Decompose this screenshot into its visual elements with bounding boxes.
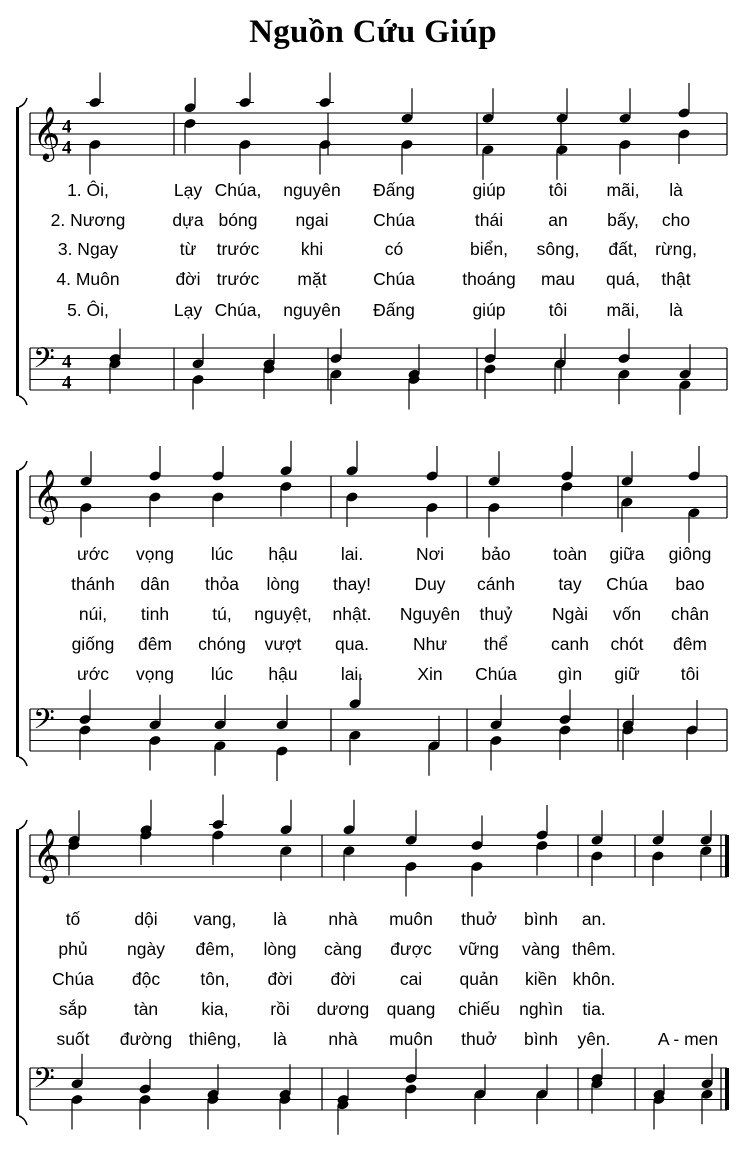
bass-clef: 𝄢 bbox=[33, 703, 55, 744]
lyric-syllable: đêm bbox=[672, 634, 708, 654]
lyric-syllable: khôn. bbox=[572, 969, 616, 989]
lyric-syllable: giữa bbox=[609, 544, 645, 564]
lyric-syllable: sắp bbox=[58, 999, 88, 1019]
system-bracket bbox=[16, 107, 19, 396]
treble-clef: 𝄞 bbox=[33, 105, 61, 160]
lyric-syllable: dội bbox=[134, 909, 158, 929]
lyric-syllable: vượt bbox=[264, 634, 302, 654]
lyric-syllable: canh bbox=[551, 634, 589, 654]
lyric-syllable: quang bbox=[386, 999, 436, 1019]
lyric-syllable: mau bbox=[540, 269, 576, 289]
lyric-syllable: dương bbox=[316, 999, 370, 1019]
lyric-syllable: tay bbox=[558, 574, 582, 594]
lyric-syllable: càng bbox=[324, 939, 362, 959]
lyric-syllable: giúp bbox=[472, 300, 506, 320]
lyric-syllable: dân bbox=[140, 574, 170, 594]
lyric-syllable: kia, bbox=[201, 999, 229, 1019]
lyric-syllable: Nguyên bbox=[399, 604, 461, 624]
lyric-syllable: trước bbox=[216, 269, 260, 289]
lyric-syllable: tôn, bbox=[200, 969, 230, 989]
lyric-syllable: tôi bbox=[548, 300, 568, 320]
lyric-syllable: lúc bbox=[210, 544, 234, 564]
lyric-syllable: tố bbox=[65, 909, 81, 929]
lyric-syllable: bình bbox=[523, 909, 559, 929]
lyric-syllable: lai. bbox=[340, 664, 364, 684]
lyric-syllable: A - men bbox=[657, 1029, 719, 1049]
system-3 bbox=[16, 795, 727, 1135]
bass-time-sig-top: 4 bbox=[62, 351, 72, 373]
lyric-syllable: an. bbox=[581, 909, 607, 929]
lyric-syllable: nguyệt, bbox=[254, 604, 312, 624]
lyric-syllable: phủ bbox=[58, 939, 88, 959]
lyric-syllable: 3. Ngay bbox=[57, 239, 119, 259]
lyric-syllable: 4. Muôn bbox=[56, 269, 120, 289]
lyric-syllable: ngày bbox=[127, 939, 165, 959]
lyric-syllable: vọng bbox=[136, 664, 174, 684]
lyric-syllable: lúc bbox=[210, 664, 234, 684]
song-title: Nguồn Cứu Giúp bbox=[249, 14, 497, 50]
lyric-syllable: muôn bbox=[389, 1029, 433, 1049]
bass-clef: 𝄢 bbox=[33, 342, 55, 383]
lyric-syllable: 1. Ôi, bbox=[67, 180, 109, 200]
bracket-bottom bbox=[19, 757, 27, 766]
lyric-syllable: suốt bbox=[56, 1029, 90, 1049]
lyric-syllable: Ngài bbox=[552, 604, 588, 624]
lyric-syllable: khi bbox=[300, 239, 324, 259]
lyric-syllable: Chúa bbox=[373, 210, 415, 230]
lyric-syllable: dựa bbox=[172, 210, 204, 230]
lyric-syllable: giông bbox=[668, 544, 712, 564]
lyric-syllable: Như bbox=[412, 634, 448, 654]
lyric-syllable: là bbox=[669, 300, 683, 320]
lyric-syllable: vọng bbox=[136, 544, 174, 564]
lyric-syllable: được bbox=[390, 939, 432, 959]
lyric-syllable: tinh bbox=[140, 604, 170, 624]
lyric-syllable: Xin bbox=[417, 664, 443, 684]
lyric-syllable: lòng bbox=[266, 574, 300, 594]
lyric-syllable: Duy bbox=[414, 574, 446, 594]
lyric-syllable: cai bbox=[399, 969, 423, 989]
lyric-syllable: ước bbox=[77, 664, 109, 684]
lyric-syllable: Chúa bbox=[52, 969, 94, 989]
lyric-syllable: đời bbox=[330, 969, 356, 989]
treble-clef: 𝄞 bbox=[33, 468, 61, 523]
treble-clef: 𝄞 bbox=[33, 827, 61, 882]
lyric-syllable: Chúa bbox=[606, 574, 648, 594]
lyric-syllable: an bbox=[548, 210, 568, 230]
lyric-syllable: mãi, bbox=[606, 180, 640, 200]
lyric-syllable: biển, bbox=[470, 239, 508, 259]
lyric-syllable: là bbox=[273, 909, 287, 929]
lyric-syllable: đêm bbox=[137, 634, 173, 654]
lyric-syllable: rồi bbox=[270, 999, 290, 1019]
lyric-syllable: vang, bbox=[193, 909, 237, 929]
bracket-top bbox=[19, 98, 27, 107]
lyric-syllable: ước bbox=[77, 544, 109, 564]
lyric-syllable: thỏa bbox=[204, 574, 240, 594]
bracket-top bbox=[19, 461, 27, 470]
lyric-syllable: là bbox=[669, 180, 683, 200]
lyric-syllable: thật bbox=[661, 269, 691, 289]
lyric-syllable: Nơi bbox=[415, 544, 445, 564]
lyric-syllable: thay! bbox=[333, 574, 371, 594]
lyric-syllable: đất, bbox=[608, 239, 638, 259]
lyric-syllable: thuở bbox=[461, 909, 497, 929]
lyric-syllable: quản bbox=[459, 969, 499, 989]
lyric-syllable: vốn bbox=[612, 604, 642, 624]
lyric-syllable: có bbox=[384, 239, 404, 259]
lyric-syllable: lai. bbox=[340, 544, 364, 564]
system-2 bbox=[16, 441, 727, 781]
treble-time-sig-bottom: 4 bbox=[62, 137, 72, 159]
lyric-syllable: chiếu bbox=[458, 999, 500, 1019]
lyric-syllable: Chúa bbox=[475, 664, 517, 684]
bass-time-sig-bottom: 4 bbox=[62, 372, 72, 394]
lyric-syllable: thiêng, bbox=[188, 1029, 242, 1049]
lyric-syllable: mặt bbox=[297, 269, 327, 289]
lyric-syllable: Lạy bbox=[173, 300, 203, 320]
lyric-syllable: thêm. bbox=[572, 939, 616, 959]
lyric-syllable: cho bbox=[661, 210, 691, 230]
lyric-syllable: Chúa bbox=[373, 269, 415, 289]
lyric-syllable: đêm, bbox=[195, 939, 235, 959]
lyric-syllable: giống bbox=[71, 634, 115, 654]
lyric-syllable: bấy, bbox=[607, 210, 639, 230]
lyric-syllable: toàn bbox=[552, 544, 588, 564]
lyric-syllable: chót bbox=[610, 634, 644, 654]
lyric-syllable: 2. Nương bbox=[50, 210, 126, 230]
lyric-syllable: hậu bbox=[268, 544, 298, 564]
lyric-syllable: giúp bbox=[472, 180, 506, 200]
lyric-syllable: muôn bbox=[389, 909, 433, 929]
system-1 bbox=[16, 73, 727, 415]
lyric-syllable: vàng bbox=[522, 939, 560, 959]
lyric-syllable: 5. Ôi, bbox=[67, 300, 109, 320]
lyric-syllable: nghìn bbox=[519, 999, 563, 1019]
lyric-syllable: gìn bbox=[557, 664, 583, 684]
bracket-bottom bbox=[19, 1116, 27, 1125]
lyric-syllable: tia. bbox=[582, 999, 606, 1019]
lyric-syllable: độc bbox=[131, 969, 161, 989]
lyric-syllable: qua. bbox=[334, 634, 370, 654]
lyric-syllable: bình bbox=[523, 1029, 559, 1049]
lyric-syllable: đời bbox=[175, 269, 201, 289]
lyric-syllable: nhà bbox=[328, 1029, 358, 1049]
lyric-syllable: nguyên bbox=[283, 300, 341, 320]
lyric-syllable: lòng bbox=[263, 939, 297, 959]
lyric-syllable: núi, bbox=[78, 604, 108, 624]
lyric-syllable: Đấng bbox=[373, 300, 415, 320]
lyric-syllable: bóng bbox=[218, 210, 258, 230]
bracket-top bbox=[19, 820, 27, 829]
lyric-syllable: Đấng bbox=[373, 180, 415, 200]
lyric-syllable: giữ bbox=[614, 664, 640, 684]
lyric-syllable: vững bbox=[459, 939, 499, 959]
lyric-syllable: tôi bbox=[548, 180, 568, 200]
lyric-syllable: thể bbox=[483, 634, 509, 654]
lyric-syllable: nguyên bbox=[283, 180, 341, 200]
lyric-syllable: kiền bbox=[524, 969, 558, 989]
lyric-syllable: thuỷ bbox=[479, 604, 513, 624]
lyric-syllable: nhật. bbox=[332, 604, 372, 624]
system-bracket bbox=[16, 470, 19, 757]
lyric-syllable: ngai bbox=[295, 210, 329, 230]
lyric-syllable: đường bbox=[119, 1029, 173, 1049]
lyric-syllable: sông, bbox=[536, 239, 580, 259]
lyric-syllable: tôi bbox=[680, 664, 700, 684]
lyric-syllable: tú, bbox=[212, 604, 232, 624]
lyric-syllable: thoáng bbox=[462, 269, 516, 289]
lyric-syllable: thuở bbox=[461, 1029, 497, 1049]
lyric-syllable: bao bbox=[675, 574, 705, 594]
bracket-bottom bbox=[19, 396, 27, 405]
lyric-syllable: nhà bbox=[328, 909, 358, 929]
lyric-syllable: chân bbox=[671, 604, 709, 624]
lyric-syllable: yên. bbox=[577, 1029, 611, 1049]
lyric-syllable: Chúa, bbox=[214, 180, 262, 200]
lyric-syllable: là bbox=[273, 1029, 287, 1049]
lyric-syllable: bảo bbox=[481, 544, 511, 564]
lyric-syllable: rừng, bbox=[655, 239, 697, 259]
lyric-syllable: Lạy bbox=[173, 180, 203, 200]
lyric-syllable: thánh bbox=[71, 574, 115, 594]
bass-clef: 𝄢 bbox=[33, 1062, 55, 1103]
lyric-syllable: thái bbox=[474, 210, 504, 230]
lyric-syllable: từ bbox=[179, 239, 197, 259]
lyric-syllable: mãi, bbox=[606, 300, 640, 320]
system-bracket bbox=[16, 829, 19, 1116]
lyric-syllable: quá, bbox=[605, 269, 641, 289]
lyric-syllable: chóng bbox=[198, 634, 246, 654]
lyric-syllable: cánh bbox=[477, 574, 515, 594]
lyric-syllable: đời bbox=[267, 969, 293, 989]
treble-time-sig-top: 4 bbox=[62, 116, 72, 138]
lyric-syllable: tàn bbox=[133, 999, 159, 1019]
lyric-syllable: Chúa, bbox=[214, 300, 262, 320]
lyric-syllable: hậu bbox=[268, 664, 298, 684]
lyric-syllable: trước bbox=[216, 239, 260, 259]
